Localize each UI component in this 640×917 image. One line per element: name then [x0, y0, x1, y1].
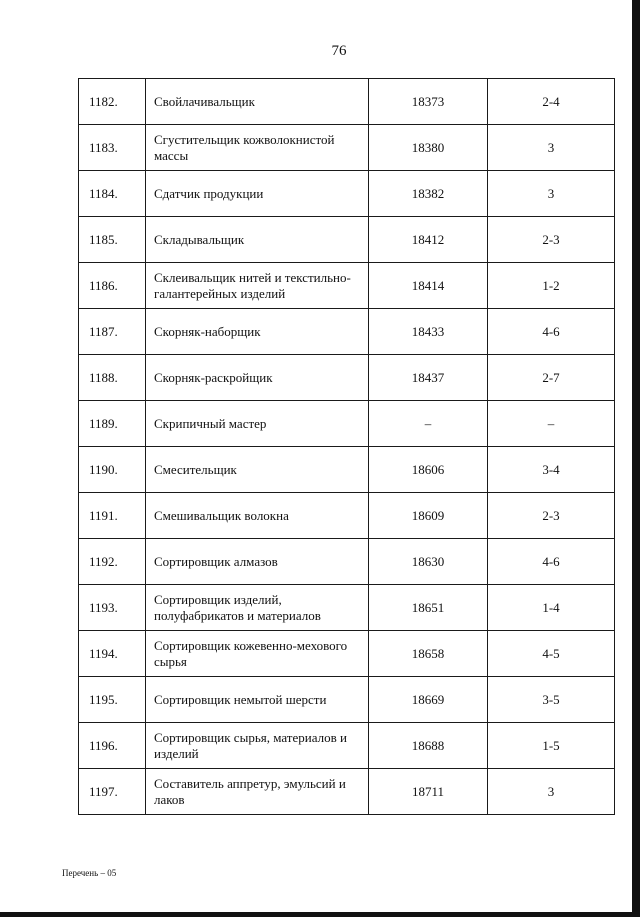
- table-row: [79, 493, 615, 539]
- grade-range: 1-5: [488, 723, 615, 769]
- profession-code: 18414: [369, 263, 488, 309]
- profession-name: Составитель аппретур, эмульсий и лаков: [146, 769, 369, 815]
- profession-name: Сортировщик сырья, материалов и изделий: [146, 723, 369, 769]
- row-number: 1190.: [79, 447, 146, 493]
- profession-code: 18609: [369, 493, 488, 539]
- table-row: [79, 723, 615, 769]
- profession-name: Скорняк-раскройщик: [146, 355, 369, 401]
- row-number: 1191.: [79, 493, 146, 539]
- profession-code: 18669: [369, 677, 488, 723]
- table-row: [79, 631, 615, 677]
- row-number: 1188.: [79, 355, 146, 401]
- profession-code: 18437: [369, 355, 488, 401]
- profession-name: Сортировщик изделий, полуфабрикатов и материалов: [146, 585, 369, 631]
- grade-range: 3-5: [488, 677, 615, 723]
- table-row: [79, 539, 615, 585]
- grade-range: 1-2: [488, 263, 615, 309]
- grade-range: 4-6: [488, 539, 615, 585]
- grade-range: 1-4: [488, 585, 615, 631]
- profession-name: Склеивальщик нитей и текстильно-галантерейных изделий: [146, 263, 369, 309]
- row-number: 1189.: [79, 401, 146, 447]
- profession-name: Скрипичный мастер: [146, 401, 369, 447]
- profession-code: 18382: [369, 171, 488, 217]
- grade-range: –: [488, 401, 615, 447]
- profession-code: 18606: [369, 447, 488, 493]
- profession-code: 18412: [369, 217, 488, 263]
- table-row: [79, 447, 615, 493]
- grade-range: 2-3: [488, 493, 615, 539]
- row-number: 1187.: [79, 309, 146, 355]
- profession-name: Сдатчик продукции: [146, 171, 369, 217]
- page-number: 76: [331, 43, 347, 59]
- grade-range: 3: [488, 171, 615, 217]
- profession-table: [78, 78, 615, 815]
- profession-name: Сортировщик алмазов: [146, 539, 369, 585]
- row-number: 1185.: [79, 217, 146, 263]
- profession-name: Складывальщик: [146, 217, 369, 263]
- grade-range: 4-6: [488, 309, 615, 355]
- table-row: [79, 769, 615, 815]
- row-number: 1186.: [79, 263, 146, 309]
- profession-code: 18651: [369, 585, 488, 631]
- grade-range: 4-5: [488, 631, 615, 677]
- grade-range: 2-3: [488, 217, 615, 263]
- profession-code: 18688: [369, 723, 488, 769]
- table-row: [79, 171, 615, 217]
- profession-name: Сортировщик кожевенно-мехового сырья: [146, 631, 369, 677]
- grade-range: 2-7: [488, 355, 615, 401]
- table-row: [79, 585, 615, 631]
- row-number: 1195.: [79, 677, 146, 723]
- grade-range: 3-4: [488, 447, 615, 493]
- grade-range: 3: [488, 769, 615, 815]
- grade-range: 2-4: [488, 79, 615, 125]
- profession-code: 18380: [369, 125, 488, 171]
- profession-code: 18658: [369, 631, 488, 677]
- table-row: [79, 217, 615, 263]
- table-row: [79, 309, 615, 355]
- profession-name: Сортировщик немытой шерсти: [146, 677, 369, 723]
- profession-name: Скорняк-наборщик: [146, 309, 369, 355]
- table-row: [79, 125, 615, 171]
- row-number: 1183.: [79, 125, 146, 171]
- table-row: [79, 263, 615, 309]
- row-number: 1194.: [79, 631, 146, 677]
- row-number: 1196.: [79, 723, 146, 769]
- profession-code: –: [369, 401, 488, 447]
- grade-range: 3: [488, 125, 615, 171]
- table-row: [79, 355, 615, 401]
- profession-name: Сгустительщик кожволокнистой массы: [146, 125, 369, 171]
- footer-note: Перечень – 05: [62, 868, 117, 878]
- profession-name: Смешивальщик волокна: [146, 493, 369, 539]
- row-number: 1184.: [79, 171, 146, 217]
- row-number: 1182.: [79, 79, 146, 125]
- row-number: 1192.: [79, 539, 146, 585]
- profession-code: 18711: [369, 769, 488, 815]
- profession-code: 18373: [369, 79, 488, 125]
- table-row: [79, 401, 615, 447]
- row-number: 1197.: [79, 769, 146, 815]
- table-row: [79, 677, 615, 723]
- profession-name: Свойлачивальщик: [146, 79, 369, 125]
- profession-code: 18630: [369, 539, 488, 585]
- row-number: 1193.: [79, 585, 146, 631]
- profession-code: 18433: [369, 309, 488, 355]
- profession-name: Смесительщик: [146, 447, 369, 493]
- table-row: [79, 79, 615, 125]
